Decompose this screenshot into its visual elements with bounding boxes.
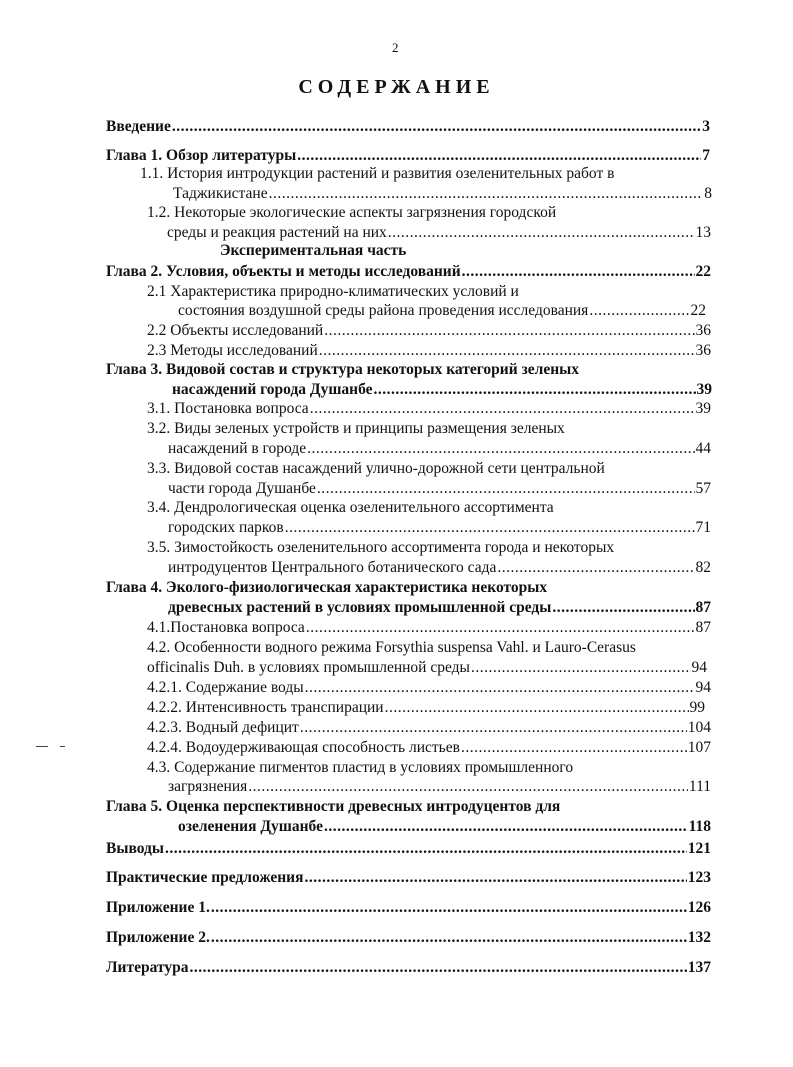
dot-leader: [497, 558, 694, 578]
toc-label: 4.2.4. Водоудерживающая способность листьев: [147, 739, 460, 756]
toc-entry-4-2-2: [147, 698, 705, 718]
toc-entry-2-3: [147, 341, 711, 361]
toc-page: 22: [695, 263, 711, 280]
dot-leader: [248, 777, 688, 797]
scan-speck: [60, 746, 65, 747]
dot-leader: [317, 479, 695, 499]
toc-entry-3-2: [168, 439, 711, 459]
toc-page: 7: [702, 147, 710, 164]
toc-page: 94: [691, 659, 707, 676]
toc-entry-4-2: [147, 658, 707, 678]
toc-entry-2-1-line1: 2.1 Характеристика природно-климатических условий и: [147, 283, 519, 300]
toc-page: 39: [695, 400, 711, 417]
toc-label: загрязнения: [168, 778, 248, 795]
toc-label: 4.1.Постановка вопроса: [147, 619, 305, 636]
toc-page: 118: [688, 818, 711, 835]
toc-page: 44: [695, 440, 711, 457]
section-heading-experimental: Экспериментальная часть: [220, 242, 407, 259]
toc-label: Глава 1. Обзор литературы: [106, 147, 297, 164]
dot-leader: [461, 738, 687, 758]
toc-label: 4.2.2. Интенсивность транспирации: [147, 699, 384, 716]
toc-page: 22: [690, 302, 706, 319]
toc-entry-1-2: [167, 223, 711, 243]
toc-label: насаждений города Душанбе: [172, 381, 373, 398]
dot-leader: [172, 117, 701, 137]
toc-page: 8: [704, 185, 712, 202]
toc-page: 132: [687, 929, 711, 946]
toc-label: Приложение 1.: [106, 899, 210, 916]
toc-entry-4-3: [168, 777, 711, 797]
toc-label: древесных растений в условиях промышленной среды: [168, 599, 552, 616]
toc-entry-conclusions: [106, 839, 711, 859]
toc-entry-4-2-1: [147, 678, 711, 698]
dot-leader: [471, 658, 691, 678]
dot-leader: [297, 146, 701, 166]
toc-page: 104: [687, 719, 711, 736]
toc-label: officinalis Duh. в условиях промышленной среды: [147, 659, 470, 676]
toc-page: 71: [695, 519, 711, 536]
dot-leader: [324, 817, 688, 837]
toc-entry-chapter-4: [168, 598, 711, 618]
toc-page: 36: [695, 342, 711, 359]
toc-label: озеленения Душанбе: [178, 818, 323, 835]
toc-page: 57: [695, 480, 711, 497]
toc-label: интродуцентов Центрального ботанического сада: [168, 559, 497, 576]
dot-leader: [374, 380, 696, 400]
toc-label: Литература: [106, 959, 189, 976]
dot-leader: [189, 958, 686, 978]
toc-entry-3-5-line1: 3.5. Зимостойкость озеленительного ассортимента города и некоторых: [147, 539, 615, 556]
toc-entry-3-4: [168, 518, 711, 538]
toc-entry-intro: [106, 117, 710, 137]
toc-entry-2-1: [178, 301, 706, 321]
toc-page: 126: [687, 899, 711, 916]
toc-label: части города Душанбе: [168, 480, 316, 497]
toc-entry-3-1: [147, 399, 711, 419]
toc-entry-chapter-2: [106, 262, 711, 282]
toc-label: среды и реакция растений на них: [167, 224, 387, 241]
toc-entry-4-2-4: [147, 738, 711, 758]
toc-entry-3-5: [168, 558, 711, 578]
toc-page: 87: [695, 619, 711, 636]
dot-leader: [269, 184, 704, 204]
dot-leader: [307, 439, 694, 459]
toc-entry-chapter-3-line1: Глава 3. Видовой состав и структура некоторых категорий зеленых: [106, 361, 579, 378]
dot-leader: [211, 898, 687, 918]
toc-entry-appendix-1: [106, 898, 711, 918]
toc-entry-1-1: [173, 184, 712, 204]
dot-leader: [285, 518, 695, 538]
toc-label: состояния воздушной среды района проведения исследования: [178, 302, 589, 319]
toc-entry-chapter-5: [178, 817, 711, 837]
toc-page: 107: [687, 739, 711, 756]
toc-page: 82: [695, 559, 711, 576]
toc-entry-4-1: [147, 618, 711, 638]
toc-entry-chapter-3: [172, 380, 712, 400]
toc-page: 94: [695, 679, 711, 696]
dot-leader: [165, 839, 687, 859]
toc-entry-practical: [106, 868, 711, 888]
dot-leader: [319, 341, 695, 361]
dot-leader: [324, 321, 694, 341]
dot-leader: [305, 678, 695, 698]
scan-speck: [36, 746, 48, 747]
toc-page: 121: [687, 840, 711, 857]
toc-page: 111: [688, 778, 711, 795]
dot-leader: [305, 868, 687, 888]
toc-entry-appendix-2: [106, 928, 711, 948]
toc-entry-chapter-5-line1: Глава 5. Оценка перспективности древесных интродуцентов для: [106, 798, 561, 815]
dot-leader: [306, 618, 695, 638]
toc-label: 4.2.1. Содержание воды: [147, 679, 304, 696]
toc-entry-3-3-line1: 3.3. Видовой состав насаждений улично-дорожной сети центральной: [147, 460, 605, 477]
toc-entry-chapter-1: [106, 146, 710, 166]
dot-leader: [552, 598, 694, 618]
dot-leader: [300, 718, 687, 738]
toc-label: Практические предложения: [106, 869, 304, 886]
dot-leader: [211, 928, 687, 948]
toc-label: 2.2 Объекты исследований: [147, 322, 324, 339]
dot-leader: [310, 399, 695, 419]
page-title: СОДЕРЖАНИЕ: [298, 76, 495, 98]
toc-page: 36: [695, 322, 711, 339]
toc-entry-3-2-line1: 3.2. Виды зеленых устройств и принципы размещения зеленых: [147, 420, 565, 437]
toc-entry-3-4-line1: 3.4. Дендрологическая оценка озеленительного ассортимента: [147, 499, 554, 516]
toc-label: Приложение 2.: [106, 929, 210, 946]
toc-page: 99: [689, 699, 705, 716]
toc-entry-4-2-line1: 4.2. Особенности водного режима Forsythia suspensa Vahl. и Lauro-Cerasus: [147, 639, 636, 656]
toc-label: Глава 2. Условия, объекты и методы исследований: [106, 263, 461, 280]
toc-label: насаждений в городе: [168, 440, 307, 457]
toc-page: 39: [696, 381, 712, 398]
toc-label: городских парков: [168, 519, 284, 536]
toc-entry-2-2: [147, 321, 711, 341]
toc-label: 2.3 Методы исследований: [147, 342, 318, 359]
toc-entry-1-2-line1: 1.2. Некоторые экологические аспекты загрязнения городской: [147, 204, 557, 221]
toc-page: 123: [687, 869, 711, 886]
toc-label: 4.2.3. Водный дефицит: [147, 719, 299, 736]
toc-label: 3.1. Постановка вопроса: [147, 400, 309, 417]
dot-leader: [589, 301, 689, 321]
page-number: 2: [392, 40, 399, 55]
toc-label: Таджикистане: [173, 185, 268, 202]
toc-entry-literature: [106, 958, 711, 978]
toc-entry-4-2-3: [147, 718, 711, 738]
toc-page: 3: [702, 118, 710, 135]
dot-leader: [388, 223, 695, 243]
toc-label: Выводы: [106, 840, 164, 857]
dot-leader: [385, 698, 689, 718]
toc-page: 137: [687, 959, 711, 976]
dot-leader: [462, 262, 695, 282]
toc-entry-chapter-4-line1: Глава 4. Эколого-физиологическая характеристика некоторых: [106, 579, 548, 596]
toc-entry-3-3: [168, 479, 711, 499]
toc-entry-4-3-line1: 4.3. Содержание пигментов пластид в условиях промышленного: [147, 759, 574, 776]
toc-page: 87: [695, 599, 711, 616]
toc-entry-1-1-line1: 1.1. История интродукции растений и развития озеленительных работ в: [140, 165, 615, 182]
toc-label: Введение: [106, 118, 171, 135]
toc-page: 13: [695, 224, 711, 241]
